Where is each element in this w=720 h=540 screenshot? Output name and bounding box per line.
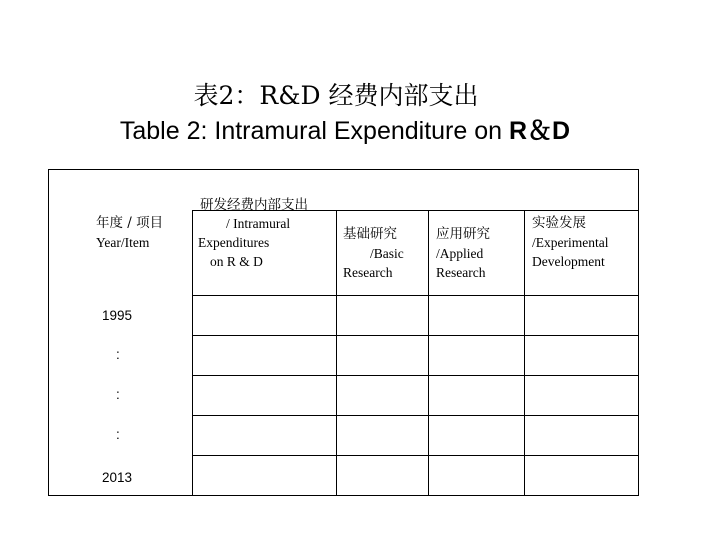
table-border-top — [48, 169, 639, 170]
col-header-en-line: Research — [436, 265, 486, 280]
column-divider — [428, 210, 429, 496]
column-divider — [192, 210, 193, 496]
row-label-year: 2013 — [102, 470, 133, 485]
col-header-cn: 实验发展 — [532, 215, 586, 231]
col-header-en-line: Development — [532, 254, 605, 269]
table-title-chinese: 表2：R&D 经费内部支出 — [193, 81, 479, 110]
table-border-left — [48, 169, 49, 496]
table-border-bottom — [48, 495, 639, 496]
row-label-ellipsis: : — [116, 347, 120, 362]
row-separator — [192, 335, 639, 336]
table-border-right — [638, 169, 639, 496]
row-label-ellipsis: : — [116, 427, 120, 442]
row-separator — [192, 375, 639, 376]
col-header-en-line: Research — [343, 265, 393, 280]
col-header-cn: 基础研究 — [343, 226, 397, 242]
row-separator — [192, 415, 639, 416]
stub-header-en: Year/Item — [96, 235, 150, 250]
row-label-year: 1995 — [102, 308, 133, 323]
col-header-en-line: / Intramural — [226, 216, 291, 231]
stub-header-cn: 年度 / 项目 — [96, 215, 164, 231]
column-divider — [336, 210, 337, 496]
col-header-cn: 研发经费内部支出 — [200, 197, 308, 213]
col-header-en-line: Expenditures — [198, 235, 270, 250]
col-header-cn: 应用研究 — [436, 226, 490, 242]
col-header-en-line: /Applied — [436, 246, 484, 261]
col-header-en-line: on R & D — [210, 254, 263, 269]
table-title-english-bold: R＆D — [509, 117, 571, 145]
table-title-english-text: Table 2: Intramural Expenditure on — [119, 117, 509, 145]
column-divider — [524, 210, 525, 496]
row-separator — [192, 455, 639, 456]
col-header-en-line: /Experimental — [532, 235, 609, 250]
row-label-ellipsis: : — [116, 387, 120, 402]
header-separator — [192, 295, 639, 296]
col-header-en-line: /Basic — [370, 246, 404, 261]
